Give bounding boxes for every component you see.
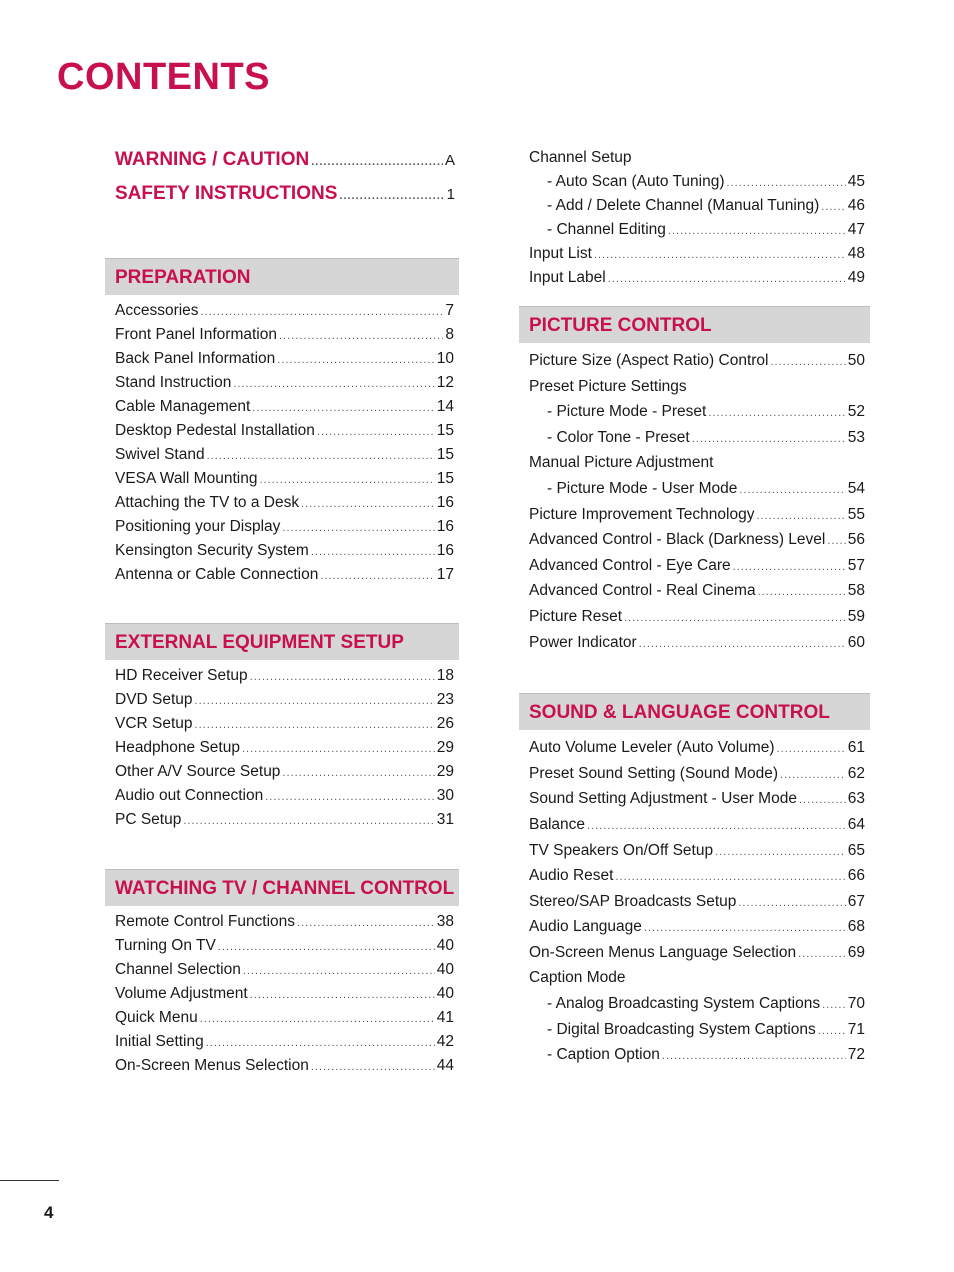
toc-label: Channel Selection [115, 961, 241, 978]
toc-label: PC Setup [115, 811, 182, 828]
toc-page: 14 [436, 398, 454, 415]
toc-label: Front Panel Information [115, 326, 277, 343]
toc-label: Desktop Pedestal Installation [115, 422, 315, 439]
leader-dots [798, 942, 846, 968]
toc-label: Manual Picture Adjustment [529, 454, 714, 472]
toc-entry[interactable] [115, 395, 454, 419]
toc-entry[interactable] [529, 425, 865, 451]
toc-page: 10 [436, 350, 454, 367]
page-title: CONTENTS [57, 56, 270, 98]
leader-dots [282, 516, 434, 540]
toc-page: 38 [436, 913, 454, 930]
toc-label: Advanced Control - Black (Darkness) Level [529, 531, 826, 549]
toc-page: 45 [847, 173, 865, 190]
toc-label: On-Screen Menus Selection [115, 1057, 309, 1074]
leader-dots [259, 468, 434, 492]
toc-label: Quick Menu [115, 1009, 198, 1026]
toc-entry[interactable] [529, 194, 865, 218]
toc-page: 48 [847, 245, 865, 262]
leader-dots [827, 529, 845, 555]
toc-label: VCR Setup [115, 715, 193, 732]
leader-dots [821, 195, 845, 219]
toc-label: Cable Management [115, 398, 251, 415]
leader-dots [252, 396, 434, 420]
toc-entry[interactable] [115, 736, 454, 760]
leader-dots [233, 372, 434, 396]
toc-heading [529, 965, 865, 991]
toc-entry[interactable] [529, 812, 865, 838]
toc-page: 17 [436, 566, 454, 583]
toc-entry[interactable] [529, 1017, 865, 1043]
toc-entry[interactable] [115, 563, 454, 587]
toc-entry[interactable] [115, 934, 454, 958]
toc-entry[interactable] [115, 419, 454, 443]
leader-dots [708, 401, 845, 427]
toc-entry[interactable] [115, 1030, 454, 1054]
footer-rule [0, 1180, 59, 1181]
toc-entry[interactable] [529, 735, 865, 761]
toc-page: 72 [847, 1046, 865, 1064]
toc-entry[interactable] [115, 539, 454, 563]
toc-page: 64 [847, 815, 865, 833]
leader-dots [608, 267, 846, 291]
toc-page: 59 [847, 607, 865, 625]
leader-dots [206, 1031, 435, 1055]
toc-page: 16 [436, 494, 454, 511]
toc-list [105, 660, 459, 832]
leader-dots [311, 1055, 435, 1079]
toc-page: 1 [446, 186, 455, 203]
toc-page: 68 [847, 918, 865, 936]
toc-page: 23 [436, 691, 454, 708]
toc-page: 40 [436, 985, 454, 1002]
section-header-external: EXTERNAL EQUIPMENT SETUP [105, 623, 459, 660]
leader-dots [644, 916, 846, 942]
leader-dots [780, 763, 846, 789]
toc-label: Turning On TV [115, 937, 216, 954]
leader-dots [770, 350, 845, 376]
toc-page: 60 [847, 633, 865, 651]
toc-page: 69 [847, 943, 865, 961]
toc-page: 53 [847, 428, 865, 446]
toc-entry[interactable] [115, 323, 454, 347]
toc-page: 15 [436, 422, 454, 439]
toc-page: 65 [847, 841, 865, 859]
toc-label: Stereo/SAP Broadcasts Setup [529, 892, 737, 910]
toc-label: DVD Setup [115, 691, 193, 708]
toc-label: Preset Picture Settings [529, 377, 687, 395]
toc-entry[interactable] [115, 910, 454, 934]
leader-dots [201, 300, 444, 324]
toc-label: TV Speakers On/Off Setup [529, 841, 714, 859]
toc-entry[interactable] [529, 991, 865, 1017]
leader-dots [311, 147, 443, 177]
section-channel-setup [519, 145, 870, 290]
toc-label: - Picture Mode - Preset [547, 403, 707, 421]
toc-label: Channel Setup [529, 149, 632, 166]
toc-entry[interactable] [529, 889, 865, 915]
toc-list [529, 170, 865, 242]
toc-label: Picture Improvement Technology [529, 505, 755, 523]
leader-dots [218, 935, 435, 959]
leader-dots [615, 865, 845, 891]
leader-dots [758, 580, 846, 606]
toc-page: 42 [436, 1033, 454, 1050]
toc-label: On-Screen Menus Language Selection [529, 943, 797, 961]
toc-label: Other A/V Source Setup [115, 763, 281, 780]
toc-page: 41 [436, 1009, 454, 1026]
toc-page: 29 [436, 763, 454, 780]
leader-dots [738, 891, 845, 917]
toc-label: Caption Mode [529, 969, 626, 987]
toc-entry[interactable] [529, 242, 865, 266]
leader-dots [799, 788, 846, 814]
leader-dots [624, 606, 846, 632]
toc-label: Auto Volume Leveler (Auto Volume) [529, 739, 775, 757]
toc-entry[interactable] [115, 515, 454, 539]
leader-dots [250, 665, 435, 689]
toc-entry[interactable] [529, 553, 865, 579]
leader-dots [297, 911, 435, 935]
toc-label: - Channel Editing [547, 221, 666, 238]
leader-dots [265, 785, 435, 809]
leader-dots [662, 1044, 846, 1070]
toc-entry[interactable] [529, 502, 865, 528]
toc-page: A [444, 152, 455, 169]
toc-page: 15 [436, 446, 454, 463]
toc-entry[interactable] [115, 347, 454, 371]
toc-label: Picture Size (Aspect Ratio) Control [529, 352, 769, 369]
section-header-picture: PICTURE CONTROL [519, 306, 870, 343]
toc-entry[interactable] [529, 838, 865, 864]
leader-dots [727, 171, 846, 195]
toc-page: 7 [445, 302, 454, 319]
toc-page: 54 [847, 479, 865, 497]
toc-entry[interactable] [115, 491, 454, 515]
toc-list [519, 343, 870, 655]
toc-page: 56 [847, 531, 865, 549]
toc-page: 31 [436, 811, 454, 828]
leader-dots [756, 504, 845, 530]
toc-entry[interactable] [529, 786, 865, 812]
toc-label: - Color Tone - Preset [547, 428, 690, 446]
toc-entry[interactable] [115, 467, 454, 491]
toc-entry[interactable] [115, 371, 454, 395]
toc-label: - Auto Scan (Auto Tuning) [547, 173, 725, 190]
toc-entry[interactable] [529, 604, 865, 630]
leader-dots [195, 689, 435, 713]
toc-entry[interactable] [529, 940, 865, 966]
toc-label: Headphone Setup [115, 739, 240, 756]
leader-dots [594, 243, 846, 267]
section-preparation [105, 258, 459, 587]
toc-entry[interactable] [115, 664, 454, 688]
leader-dots [250, 983, 435, 1007]
toc-label: Advanced Control - Real Cinema [529, 582, 756, 600]
toc-page: 62 [847, 764, 865, 782]
toc-label: Antenna or Cable Connection [115, 566, 319, 583]
toc-label: Audio Reset [529, 867, 614, 885]
toc-list [105, 906, 459, 1078]
toc-entry-warning[interactable] [115, 145, 455, 179]
toc-label: - Picture Mode - User Mode [547, 479, 738, 497]
section-watching [105, 869, 459, 1078]
toc-entry[interactable] [115, 712, 454, 736]
toc-entry[interactable] [529, 476, 865, 502]
toc-heading-channel-setup [529, 146, 865, 170]
toc-entry[interactable] [529, 218, 865, 242]
toc-page: 26 [436, 715, 454, 732]
toc-page: 16 [436, 542, 454, 559]
toc-entry[interactable] [529, 1042, 865, 1068]
toc-label: Audio Language [529, 918, 642, 936]
toc-page: 70 [847, 995, 865, 1013]
toc-entry[interactable] [115, 982, 454, 1006]
toc-label: Advanced Control - Eye Care [529, 556, 731, 574]
leader-dots [282, 761, 434, 785]
section-header-sound: SOUND & LANGUAGE CONTROL [519, 693, 870, 730]
toc-page: 71 [847, 1020, 865, 1038]
leader-dots [822, 993, 846, 1019]
leader-dots [777, 737, 846, 763]
toc-entry[interactable] [529, 761, 865, 787]
leader-dots [639, 632, 846, 658]
toc-label: Preset Sound Setting (Sound Mode) [529, 764, 779, 782]
toc-page: 46 [847, 197, 865, 214]
toc-list [529, 242, 865, 290]
toc-label: Picture Reset [529, 607, 623, 625]
toc-page: 57 [847, 556, 865, 574]
leader-dots [311, 540, 435, 564]
toc-list [519, 730, 870, 1068]
toc-entry-safety[interactable] [115, 179, 455, 213]
toc-page: 44 [436, 1057, 454, 1074]
leader-dots [279, 324, 443, 348]
leader-dots [692, 427, 846, 453]
toc-label: - Add / Delete Channel (Manual Tuning) [547, 197, 820, 214]
toc-label: Back Panel Information [115, 350, 276, 367]
toc-label: - Caption Option [547, 1046, 660, 1064]
toc-entry[interactable] [115, 688, 454, 712]
leader-dots [243, 959, 435, 983]
toc-page: 8 [445, 326, 454, 343]
right-column [519, 145, 870, 1068]
toc-page: 67 [847, 892, 865, 910]
toc-label: Accessories [115, 302, 199, 319]
toc-entry[interactable] [115, 1054, 454, 1078]
leader-dots [818, 1019, 846, 1045]
leader-dots [200, 1007, 435, 1031]
leader-dots [668, 219, 846, 243]
toc-entry[interactable] [529, 399, 865, 425]
leader-dots [320, 564, 434, 588]
toc-list [105, 295, 459, 587]
section-header-preparation: PREPARATION [105, 258, 459, 295]
toc-label: WARNING / CAUTION [115, 149, 310, 170]
leader-dots [207, 444, 435, 468]
toc-label: Power Indicator [529, 633, 637, 651]
toc-label: VESA Wall Mounting [115, 470, 258, 487]
toc-label: Attaching the TV to a Desk [115, 494, 300, 511]
toc-entry[interactable] [115, 760, 454, 784]
toc-page: 29 [436, 739, 454, 756]
toc-entry[interactable] [115, 808, 454, 832]
leader-dots [739, 478, 845, 504]
toc-entry[interactable] [115, 784, 454, 808]
toc-entry[interactable] [529, 170, 865, 194]
leader-dots [715, 840, 846, 866]
toc-entry[interactable] [529, 578, 865, 604]
toc-entry[interactable] [115, 443, 454, 467]
toc-label: Initial Setting [115, 1033, 204, 1050]
toc-entry[interactable] [529, 914, 865, 940]
toc-heading [529, 374, 865, 400]
toc-page: 58 [847, 582, 865, 600]
leader-dots [733, 555, 846, 581]
toc-label: Kensington Security System [115, 542, 309, 559]
leader-dots [277, 348, 434, 372]
leader-dots [183, 809, 434, 833]
toc-page: 49 [847, 269, 865, 286]
toc-entry[interactable] [115, 958, 454, 982]
toc-page: 63 [847, 790, 865, 808]
leader-dots [317, 420, 435, 444]
toc-page: 50 [847, 352, 865, 369]
leader-dots [301, 492, 435, 516]
top-links [105, 145, 459, 213]
toc-page: 40 [436, 961, 454, 978]
toc-label: Stand Instruction [115, 374, 232, 391]
toc-page: 30 [436, 787, 454, 804]
left-column [105, 145, 459, 1078]
toc-label: - Digital Broadcasting System Captions [547, 1020, 816, 1038]
toc-entry[interactable] [529, 863, 865, 889]
toc-entry[interactable] [115, 1006, 454, 1030]
toc-label: Positioning your Display [115, 518, 281, 535]
leader-dots [195, 713, 435, 737]
section-sound [519, 693, 870, 1068]
toc-page: 15 [436, 470, 454, 487]
toc-page: 16 [436, 518, 454, 535]
leader-dots [587, 814, 846, 840]
toc-entry[interactable] [529, 348, 865, 374]
toc-heading [529, 450, 865, 476]
toc-label: Balance [529, 815, 586, 833]
toc-label: Input Label [529, 269, 606, 286]
toc-page: 52 [847, 403, 865, 421]
toc-page: 40 [436, 937, 454, 954]
toc-entry[interactable] [529, 630, 865, 656]
toc-page: 47 [847, 221, 865, 238]
toc-label: Swivel Stand [115, 446, 205, 463]
toc-page: 12 [436, 374, 454, 391]
toc-page: 66 [847, 867, 865, 885]
toc-page: 61 [847, 739, 865, 757]
toc-label: Volume Adjustment [115, 985, 248, 1002]
toc-page: 18 [436, 667, 454, 684]
toc-entry[interactable] [529, 266, 865, 290]
toc-label: - Analog Broadcasting System Captions [547, 995, 821, 1013]
toc-label: Sound Setting Adjustment - User Mode [529, 790, 797, 808]
section-header-watching: WATCHING TV / CHANNEL CONTROL [105, 869, 459, 906]
toc-label: Remote Control Functions [115, 913, 296, 930]
toc-entry[interactable] [529, 527, 865, 553]
toc-label: HD Receiver Setup [115, 667, 248, 684]
toc-entry[interactable] [115, 299, 454, 323]
toc-label: SAFETY INSTRUCTIONS [115, 183, 338, 204]
page-number: 4 [44, 1203, 54, 1222]
section-external [105, 623, 459, 832]
toc-label: Input List [529, 245, 592, 262]
section-picture [519, 306, 870, 655]
leader-dots [242, 737, 435, 761]
leader-dots [339, 181, 444, 211]
toc-label: Audio out Connection [115, 787, 264, 804]
toc-page: 55 [847, 505, 865, 523]
